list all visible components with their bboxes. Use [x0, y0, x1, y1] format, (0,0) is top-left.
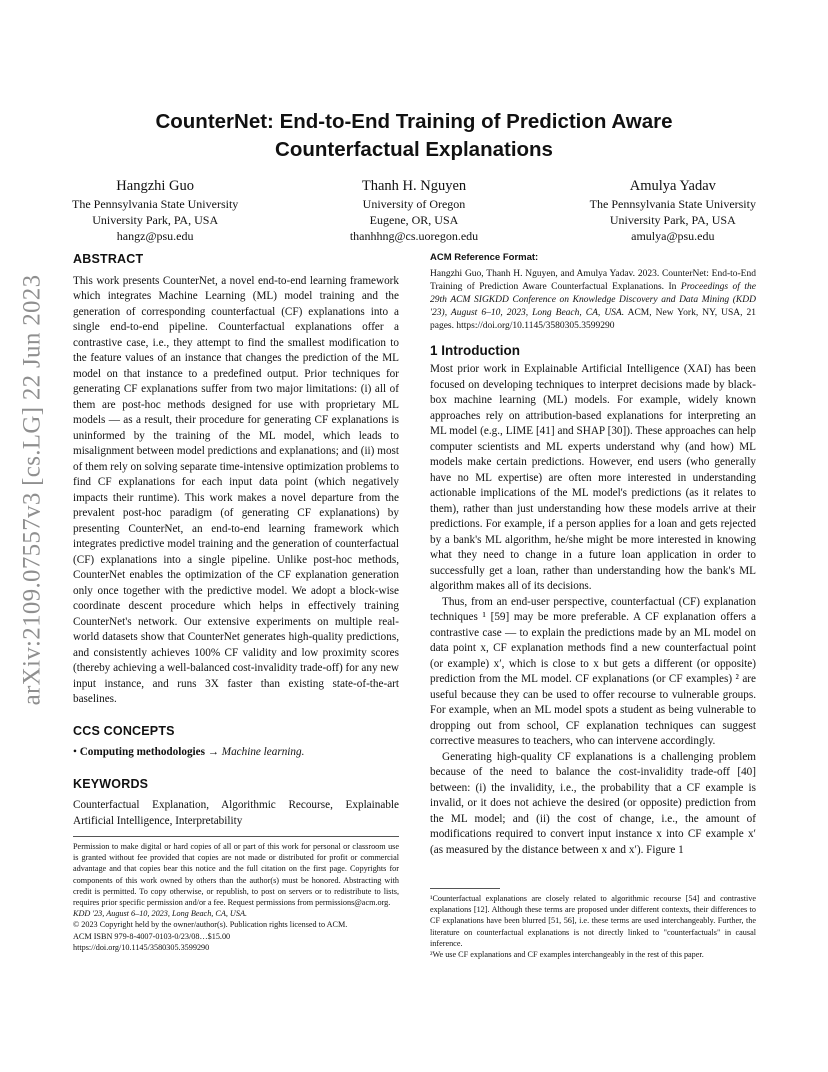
ccs-item: Computing methodologies: [79, 746, 205, 758]
conference-info: KDD '23, August 6–10, 2023, Long Beach, CA, USA.: [73, 909, 247, 919]
acm-ref-text: [430, 268, 756, 333]
keywords-text: Counterfactual Explanation, Algorithmic Recourse, Explainable Artificial Intelligence, Interpretability: [73, 799, 399, 827]
doi-link[interactable]: https://doi.org/10.1145/3580305.3599290: [73, 942, 210, 952]
intro-paragraph-3: Generating high-quality CF explanations is a challenging problem because of the need to balance the cost-invalidity trade-off [40] between: (i) the invalidity, i.e., the probability that a CF example is invalid, or it does not achieve the desired (or opposite) prediction from the ML model; and (ii) the cost of change, i.e., the amount of modifications required to convert input instance x into CF example x′ (as measured by the distance between x and x′). Figure 1: [430, 750, 756, 856]
paper-title: CounterNet: End-to-End Training of Prediction Aware Counterfactual Explanations: [155, 110, 673, 161]
abstract-text: This work presents CounterNet, a novel end-to-end learning framework which integrates Machine Learning (ML) model training and the generation of corresponding counterfactual (CF) explanations into a single end-to-end pipeline. Counterfactual explanations offer a contrastive case, i.e., they attempt to find the smallest modification to the feature values of an instance that changes the prediction of the ML model on that instance to a predefined output. Prior techniques for generating CF explanations suffer from two major limitations: (i) all of them are post-hoc methods designed for use with proprietary ML models — as a result, their procedure for generating CF explanations is uninformed by the training of the ML model, which leads to misalignment between model predictions and explanations; and (ii) most of them rely on solving separate time-intensive optimization problems to find CF explanations for each input data point (which negatively impacts their runtime). This work makes a novel departure from the prevalent post-hoc paradigm (of generating CF explanations) by presenting CounterNet, an end-to-end learning framework which integrates predictive model training and the generation of counterfactual (CF) explanations into a single pipeline. Unlike post-hoc methods, CounterNet enables the optimization of the CF explanation generation only once together with the predictive model. We adopt a block-wise coordinate descent procedure which helps in effectively training CounterNet's network. Our extensive experiments on multiple real-world datasets show that CounterNet generates high-quality predictions, and consistently achieves 100% CF validity and low proximity scores (thereby achieving a well-balanced cost-invalidity trade-off) for any new input instance, and runs 3X faster than existing state-of-the-art baselines.: [73, 274, 399, 705]
ccs-sub: Machine learning.: [221, 746, 305, 758]
keywords-heading: KEYWORDS: [73, 776, 149, 791]
abstract-heading: ABSTRACT: [73, 252, 144, 266]
ccs-heading: CCS CONCEPTS: [73, 723, 175, 738]
author-email[interactable]: amulya@psu.edu: [631, 229, 715, 243]
footnotes: [430, 888, 756, 960]
acm-ref-line1: Hangzhi Guo, Thanh H. Nguyen, and Amulya Yadav. 2023. CounterNet: End-to-End Training of Prediction Aware Counterfactual Explanations. In: [430, 268, 756, 292]
copyright: © 2023 Copyright held by the owner/author(s). Publication rights licensed to ACM.: [73, 920, 348, 930]
author-location: Eugene, OR, USA: [369, 213, 459, 227]
acm-ref-proceedings: Proceedings of the 29th ACM SIGKDD Conference on Knowledge Discovery and Data Mining (KDD '23), August 6–10, 2023, Long Beach, CA, USA.: [430, 281, 756, 318]
permission-text: Permission to make digital or hard copies of all or part of this work for personal or classroom use is granted without fee provided that copies are not made or distributed for profit or commercial advantage and that copies bear this notice and the full citation on the first page. Copyrights for components of this work owned by others than the author(s) must be honored. Abstracting with credit is permitted. To copy otherwise, or republish, to post on servers or to redistribute to lists, requires prior specific permission and/or a fee. Request permissions from permissions@acm.org.: [73, 842, 399, 908]
author-affiliation: University of Oregon: [362, 197, 466, 211]
footnote-rule: [430, 888, 500, 889]
author-block: [590, 176, 756, 244]
intro-paragraph-2: Thus, from an end-user perspective, counterfactual (CF) explanation techniques ¹ [59] may be more preferable. A CF explanation offers a contrastive case — to explain the predictions made by an ML model on data point x, CF explanation methods find a new counterfactual point (or example) x′, which is close to x but gets a different (or opposite) prediction from the ML model. CF explanations (or CF examples) ² are useful because they can be used to offer recourse to vulnerable groups. For example, when an ML model spots a student as being vulnerable to dropping out from school, CF explanation techniques can suggest corrective measures to teachers, who can intervene accordingly.: [430, 595, 756, 747]
intro-heading: 1 Introduction: [430, 342, 520, 358]
author-location: University Park, PA, USA: [609, 213, 736, 227]
acm-ref-heading: ACM Reference Format:: [430, 252, 539, 263]
author-block: [350, 176, 478, 244]
permission-block: [73, 836, 399, 953]
arxiv-stamp: [12, 274, 52, 706]
ccs-concepts: [73, 745, 399, 761]
arxiv-stamp-text: arXiv:2109.07557v3 [cs.LG] 22 Jun 2023: [18, 274, 46, 706]
author-affiliation: The Pennsylvania State University: [589, 197, 756, 211]
footnote-2: ²We use CF explanations and CF examples interchangeably in the rest of this paper.: [430, 950, 704, 960]
author-name: Thanh H. Nguyen: [361, 178, 467, 194]
author-email[interactable]: thanhhng@cs.uoregon.edu: [349, 229, 479, 243]
ccs-arrow: →: [204, 746, 222, 758]
author-affiliation: The Pennsylvania State University: [72, 197, 239, 211]
left-column: [73, 248, 399, 829]
isbn: ACM ISBN 979-8-4007-0103-0/23/08…$15.00: [73, 931, 231, 941]
author-list: [72, 176, 756, 244]
author-name: Hangzhi Guo: [116, 178, 195, 194]
footnote-1: ¹Counterfactual explanations are closely related to algorithmic recourse [54] and contrastive explanations [12]. Although these terms are proposed under different contexts, their differences to CF explanations have been blurred [51, 56], i.e. these terms are used interchangeably. Further, the literature on counterfactual explanations is not directly linked to "counterfactuals" in causal inference.: [430, 894, 756, 948]
intro-paragraph-1: Most prior work in Explainable Artificial Intelligence (XAI) has been focused on developing techniques to interpret decisions made by black-box machine learning (ML) models. For example, widely known approaches rely on attribution-based explanations for interpreting an ML model (e.g., LIME [41] and SHAP [30]). These approaches can help computer scientists and ML experts understand why (and how) ML models make certain predictions. However, end users (who generally have no ML expertise) are often more interested in understanding actionable implications of the ML model's predictions (as it relates to them), rather than just understanding how these models arrive at their predictions. For example, if a person applies for a loan and gets rejected by a bank's ML algorithm, he/she might be more interested in knowing what they need to change in a future loan application in order to successfully get a loan, rather than understanding how the bank's ML algorithm makes all of its decisions.: [430, 363, 756, 592]
ccs-bullet: •: [73, 746, 80, 758]
author-block: [72, 176, 238, 244]
acm-ref-line2: ACM, New York, NY, USA, 21 pages. https://doi.org/10.1145/3580305.3599290: [430, 307, 756, 331]
author-email[interactable]: hangz@psu.edu: [116, 229, 194, 243]
right-column: [430, 248, 756, 858]
author-name: Amulya Yadav: [629, 178, 716, 194]
author-location: University Park, PA, USA: [92, 213, 219, 227]
